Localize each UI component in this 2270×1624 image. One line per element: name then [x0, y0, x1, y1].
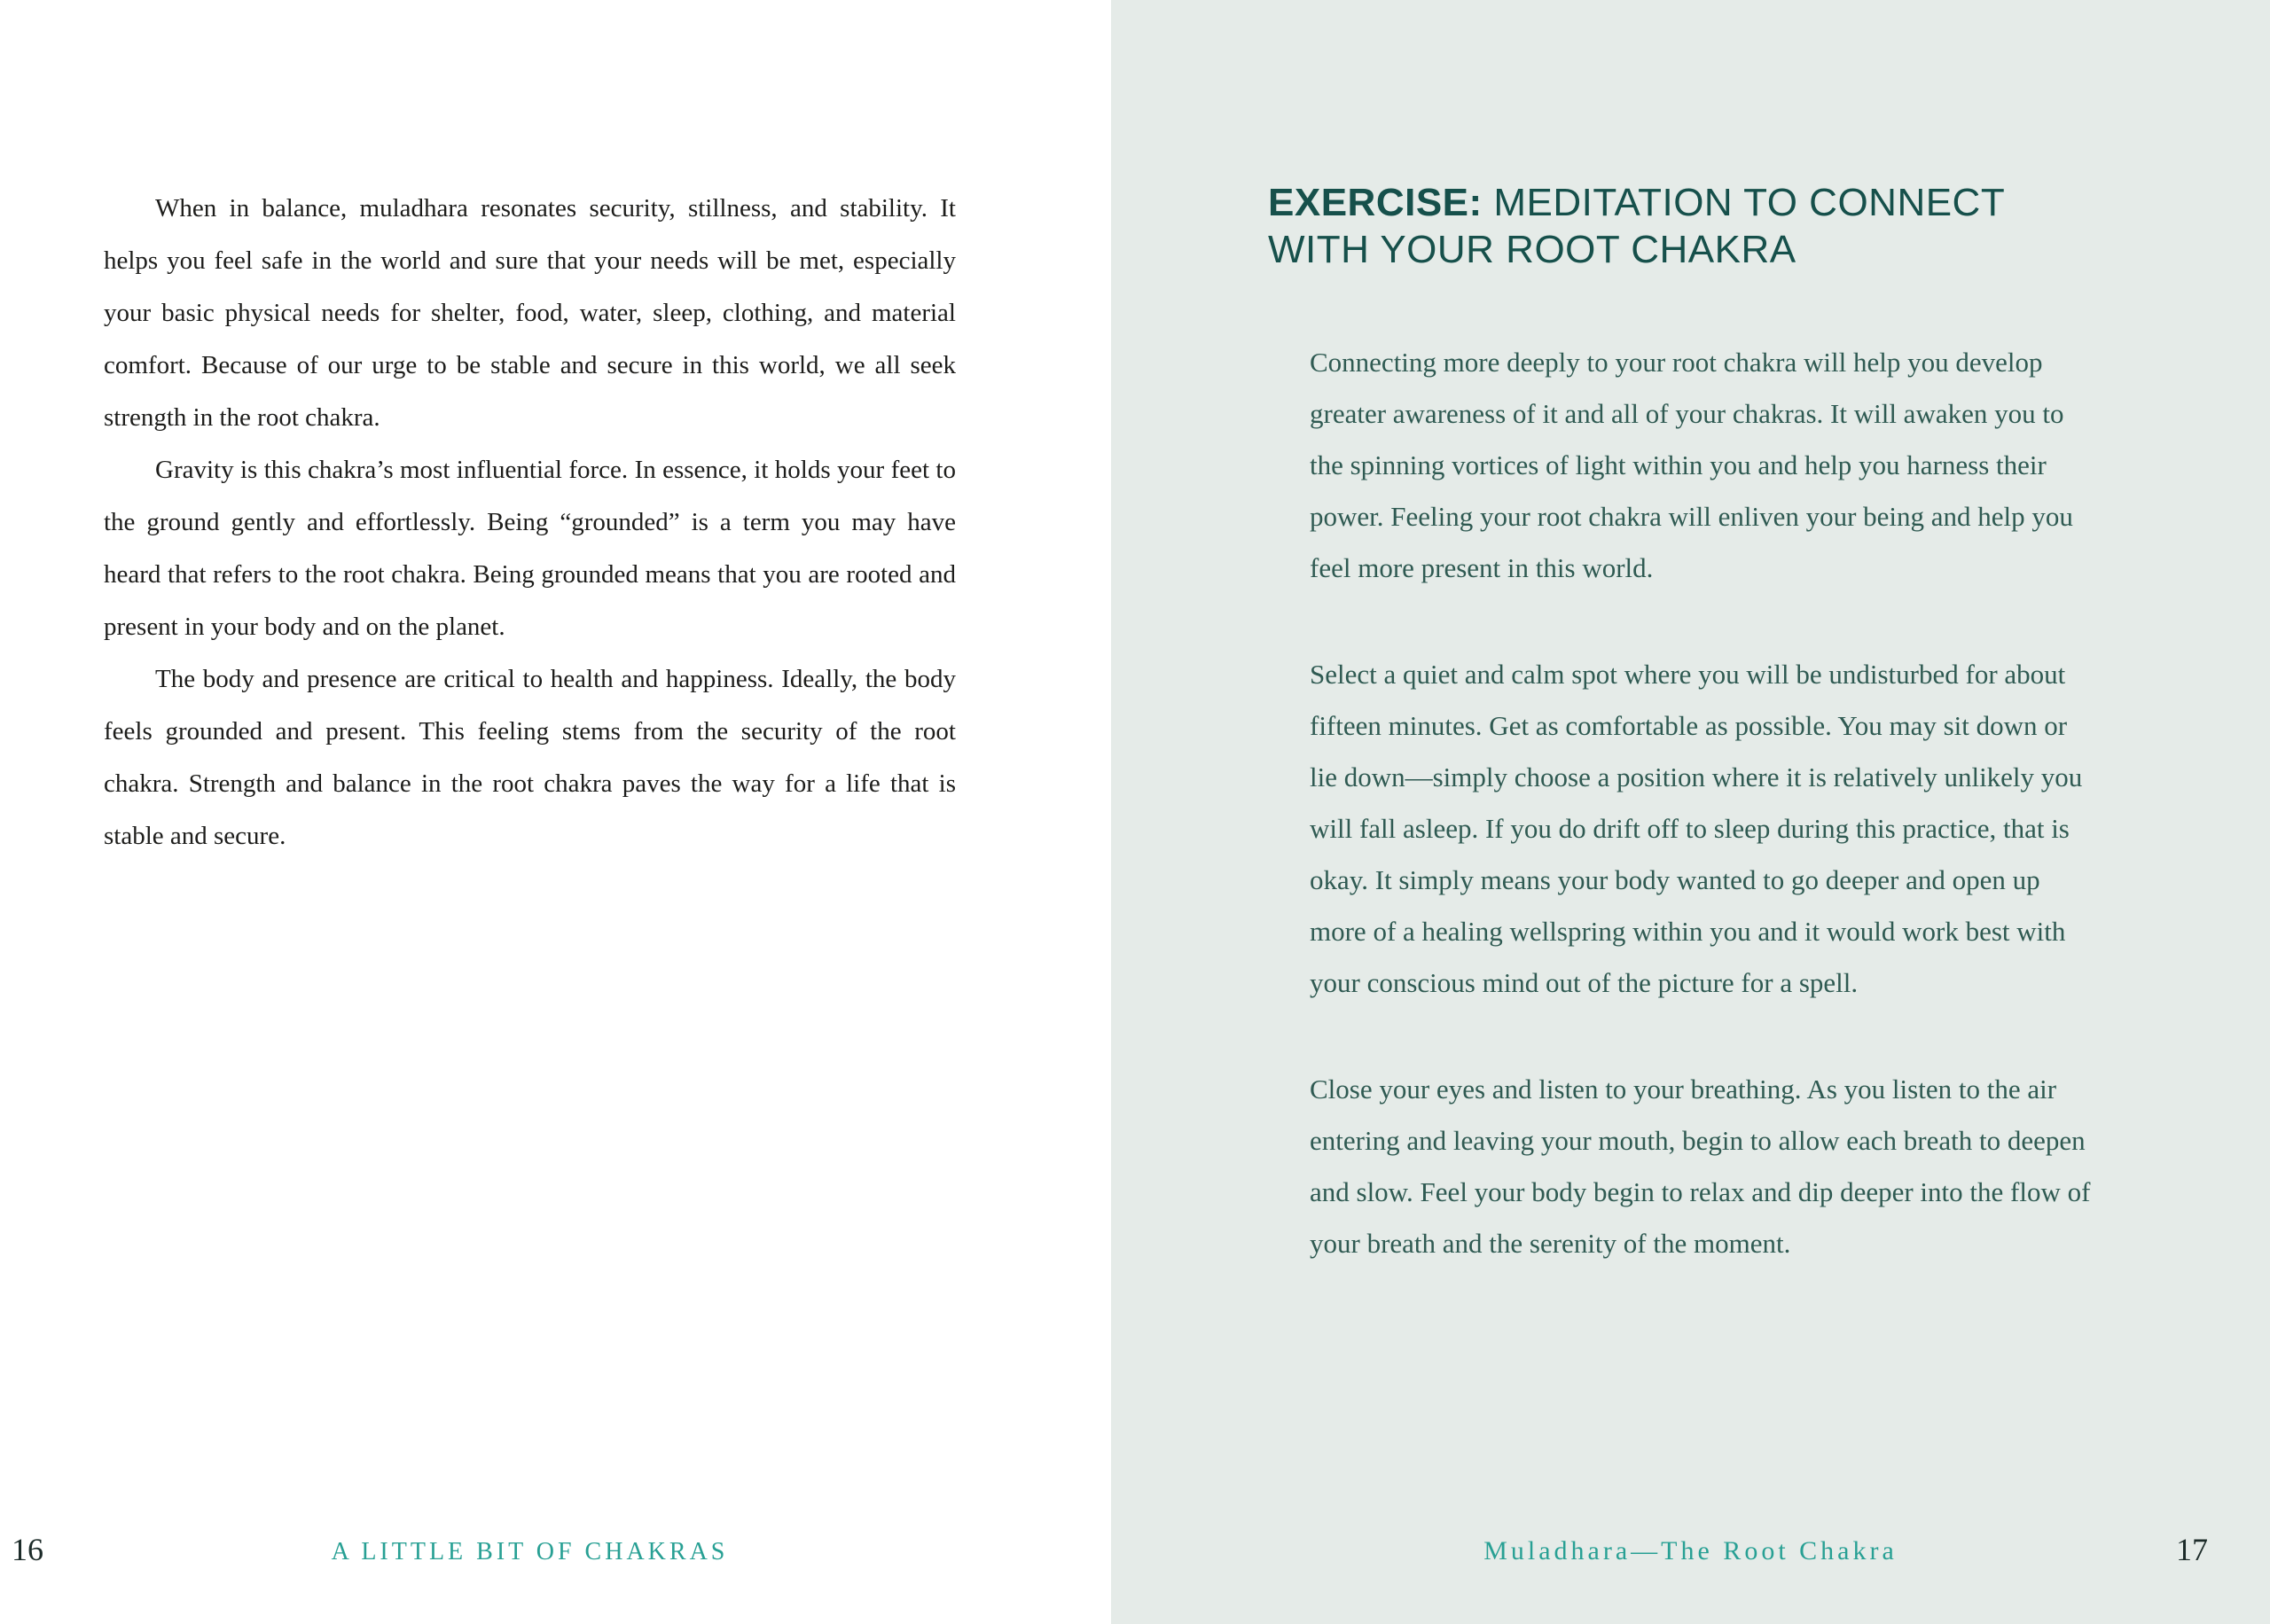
page-right: [1111, 0, 2270, 1624]
paragraph: When in balance, muladhara resonates security, stillness, and stability. It helps you feel safe in the world and sure that your needs will be met, especially your basic physical needs for shelter, food, water, sleep, clothing, and material comfort. Because of our urge to be stable and secure in this world, we all seek strength in the root chakra.: [104, 194, 956, 432]
exercise-title-line2: WITH YOUR ROOT CHAKRA: [1268, 228, 1796, 271]
page-number-left: 16: [12, 1532, 43, 1567]
running-footer-chapter-title: Muladhara—The Root Chakra: [1483, 1536, 1898, 1565]
paragraph: Connecting more deeply to your root chakra will help you develop greater awareness of it and all of your chakras. It will awaken you to the spinning vortices of light within you and help you harness their power. Feeling your root chakra will enliven your being and help you feel more present in this world.: [1310, 347, 2073, 583]
left-body-text: [104, 183, 956, 863]
paragraph: Close your eyes and listen to your breathing. As you listen to the air entering and leaving your mouth, begin to allow each breath to deepen and slow. Feel your body begin to relax and dip deeper into the flow of your breath and the serenity of the moment.: [1310, 1074, 2091, 1259]
exercise-label: EXERCISE:: [1268, 181, 1483, 224]
exercise-heading: [1268, 179, 2208, 273]
running-footer-book-title: A LITTLE BIT OF CHAKRAS: [331, 1538, 729, 1565]
exercise-title-line1: MEDITATION TO CONNECT: [1493, 181, 2006, 224]
paragraph: Select a quiet and calm spot where you will be undisturbed for about fifteen minutes. Get as comfortable as possible. You may sit down or lie down—simply choose a position where it is relatively unlikely you will fall asleep. If you do drift off to sleep during this practice, that is okay. It simply means your body wanted to go deeper and open up more of a healing wellspring within you and it would work best with your conscious mind out of the picture for a spell.: [1310, 659, 2083, 998]
paragraph: The body and presence are critical to health and happiness. Ideally, the body feels grounded and present. This feeling stems from the security of the root chakra. Strength and balance in the root chakra paves the way for a life that is stable and secure.: [104, 665, 956, 850]
page-left: [0, 0, 1111, 1624]
right-body-text: [1310, 337, 2094, 1269]
paragraph: Gravity is this chakra’s most influential force. In essence, it holds your feet to the ground gently and effortlessly. Being “grounded” is a term you may have heard that refers to the root chakra. Being grounded means that you are rooted and present in your body and on the planet.: [104, 456, 956, 641]
page-number-right: 17: [2176, 1532, 2208, 1567]
